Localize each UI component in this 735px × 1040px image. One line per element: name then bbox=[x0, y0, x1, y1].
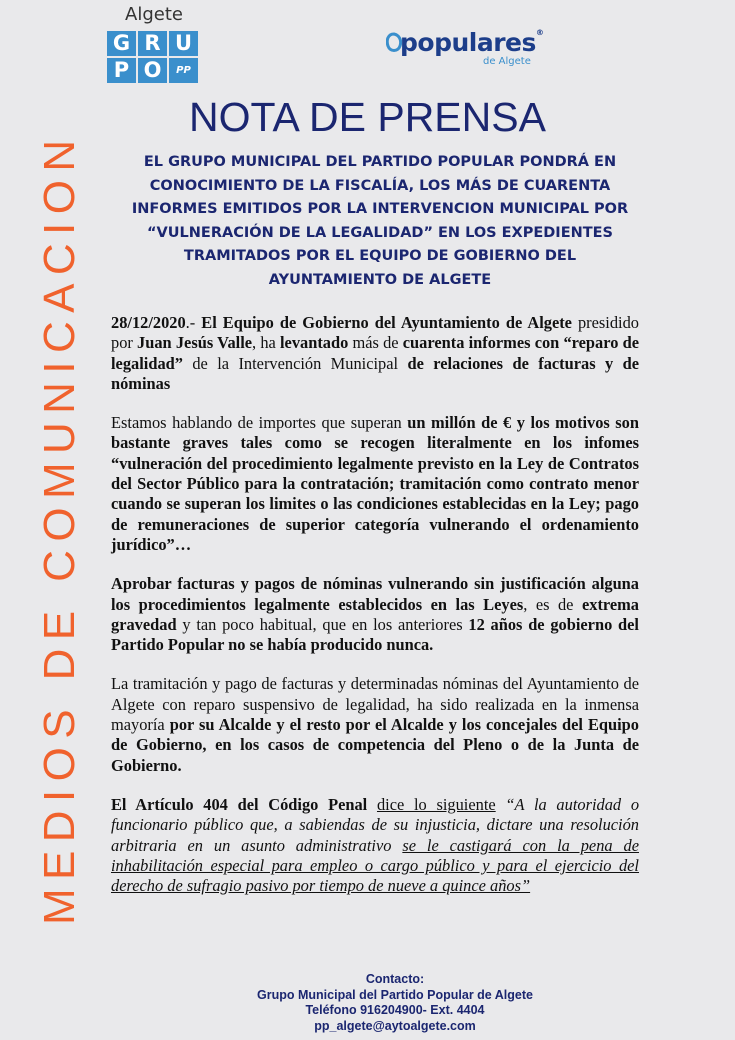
contact-label: Contacto: bbox=[365, 972, 425, 986]
contact-phone: Teléfono 916204900- Ext. 4404 bbox=[305, 1003, 485, 1017]
contact-org: Grupo Municipal del Partido Popular de Algete bbox=[257, 987, 533, 1002]
text-run: levantado bbox=[280, 333, 349, 353]
headline-line: AYUNTAMIENTO DE ALGETE bbox=[268, 271, 492, 288]
article-body bbox=[111, 313, 639, 915]
text-run: 12 años de gobierno del Partido Popular no se había producido nunca. bbox=[111, 614, 639, 655]
logo-subtitle: de Algete bbox=[483, 56, 531, 67]
text-run: , ha sido realizada en la inmensa mayoría bbox=[111, 694, 639, 735]
logo-town-name: Algete bbox=[125, 4, 183, 25]
logo-letter: PP bbox=[169, 58, 198, 83]
headline-line: CONOCIMIENTO DE LA FISCALÍA, LOS MÁS DE CUARENTA bbox=[149, 177, 611, 194]
paragraph-1 bbox=[111, 313, 639, 394]
quote: “A la autoridad o funcionario público que, a sabiendas de su injusticia, dictare una resolución arbitraria en un asunto administrativo bbox=[111, 794, 640, 855]
headline-line: TRAMITADOS POR EL EQUIPO DE GOBIERNO DEL bbox=[183, 248, 577, 264]
logo-letter: P bbox=[107, 58, 136, 83]
headline bbox=[115, 151, 645, 292]
text-run: , es de bbox=[523, 594, 582, 614]
text-run: El Artículo 404 del Código Penal bbox=[111, 794, 368, 814]
paragraph-3 bbox=[111, 574, 639, 655]
quote: se le castigará con la pena de inhabilitación especial para empleo o cargo público y para el ejercicio del derecho de sufragio pasivo por tiempo de nueve a quince años” bbox=[111, 835, 639, 896]
logo-registered: ® bbox=[535, 28, 544, 37]
paragraph-5 bbox=[111, 795, 639, 896]
logo-letter: U bbox=[169, 31, 198, 56]
text-run: presidido por bbox=[111, 313, 639, 353]
text-run: más de bbox=[348, 333, 403, 353]
headline-line: INFORMES EMITIDOS POR LA INTERVENCION MUNICIPAL POR bbox=[131, 201, 629, 217]
paragraph-4 bbox=[111, 674, 639, 775]
text-run: de la Intervención Municipal bbox=[182, 353, 408, 373]
text-run: Aprobar facturas y pagos de nóminas vulnerando sin justificación alguna los procedimientos legalmente establecidos en las Leyes bbox=[111, 574, 639, 614]
text-run: un millón de € y los motivos son bastante graves tales como se recogen literalmente en los infomes “vulneración del procedimiento legalmente previsto en la Ley de Contratos del Sector Público para la contratación; tramitación como contrato menor cuando se superan los limites o las condiciones establecidas en la Ley; pago de remuneraciones de superior categoría vulnerando el ordenamiento jurídico”… bbox=[111, 413, 639, 554]
grupo-pp-algete-logo bbox=[107, 4, 199, 86]
text-run: cuarenta informes con “reparo de legalidad” bbox=[111, 333, 639, 373]
text-run: .- bbox=[185, 313, 202, 332]
logo-letter: G bbox=[107, 31, 136, 56]
logo-letter: R bbox=[138, 31, 167, 56]
text-run: , ha bbox=[252, 333, 280, 353]
page-title: NOTA DE PRENSA bbox=[189, 94, 546, 140]
side-label: MEDIOS DE COMUNICACION bbox=[35, 131, 84, 925]
text-run: por su Alcalde y el resto por el Alcalde y los concejales del Equipo de Gobierno, en los casos de competencia del Pleno o de la Junta de Gobierno. bbox=[111, 715, 639, 775]
headline-line: EL GRUPO MUNICIPAL DEL PARTIDO POPULAR PONDRÁ EN bbox=[143, 154, 617, 170]
text-run bbox=[496, 795, 506, 814]
text-run: dice lo siguiente bbox=[376, 794, 496, 814]
logo-letter-grid bbox=[107, 31, 198, 83]
date: 28/12/2020 bbox=[111, 313, 186, 332]
text-run: Juan Jesús Valle bbox=[137, 333, 253, 353]
logo-letter: O bbox=[138, 58, 167, 83]
text-run: La tramitación y pago de facturas y determinadas nóminas del Ayuntamiento de Algete con reparo suspensivo de legalidad bbox=[111, 674, 639, 714]
logo-brand-text: populares bbox=[400, 28, 536, 57]
populares-logo bbox=[386, 28, 546, 72]
paragraph-2 bbox=[111, 413, 639, 555]
headline-line: “VULNERACIÓN DE LA LEGALIDAD” EN LOS EXPEDIENTES bbox=[147, 224, 613, 241]
text-run: y tan poco habitual, que en los anteriores bbox=[176, 614, 469, 634]
text-run bbox=[367, 795, 377, 814]
text-run: Estamos hablando de importes que superan bbox=[111, 413, 408, 433]
text-run: extrema gravedad bbox=[111, 594, 639, 634]
text-run: de relaciones de facturas y de nóminas bbox=[111, 353, 639, 393]
contact-email[interactable]: pp_algete@aytoalgete.com bbox=[314, 1018, 476, 1033]
text-run: El Equipo de Gobierno del Ayuntamiento de Algete bbox=[201, 313, 572, 332]
logo-brand bbox=[400, 28, 543, 57]
contact-block bbox=[160, 972, 630, 1034]
